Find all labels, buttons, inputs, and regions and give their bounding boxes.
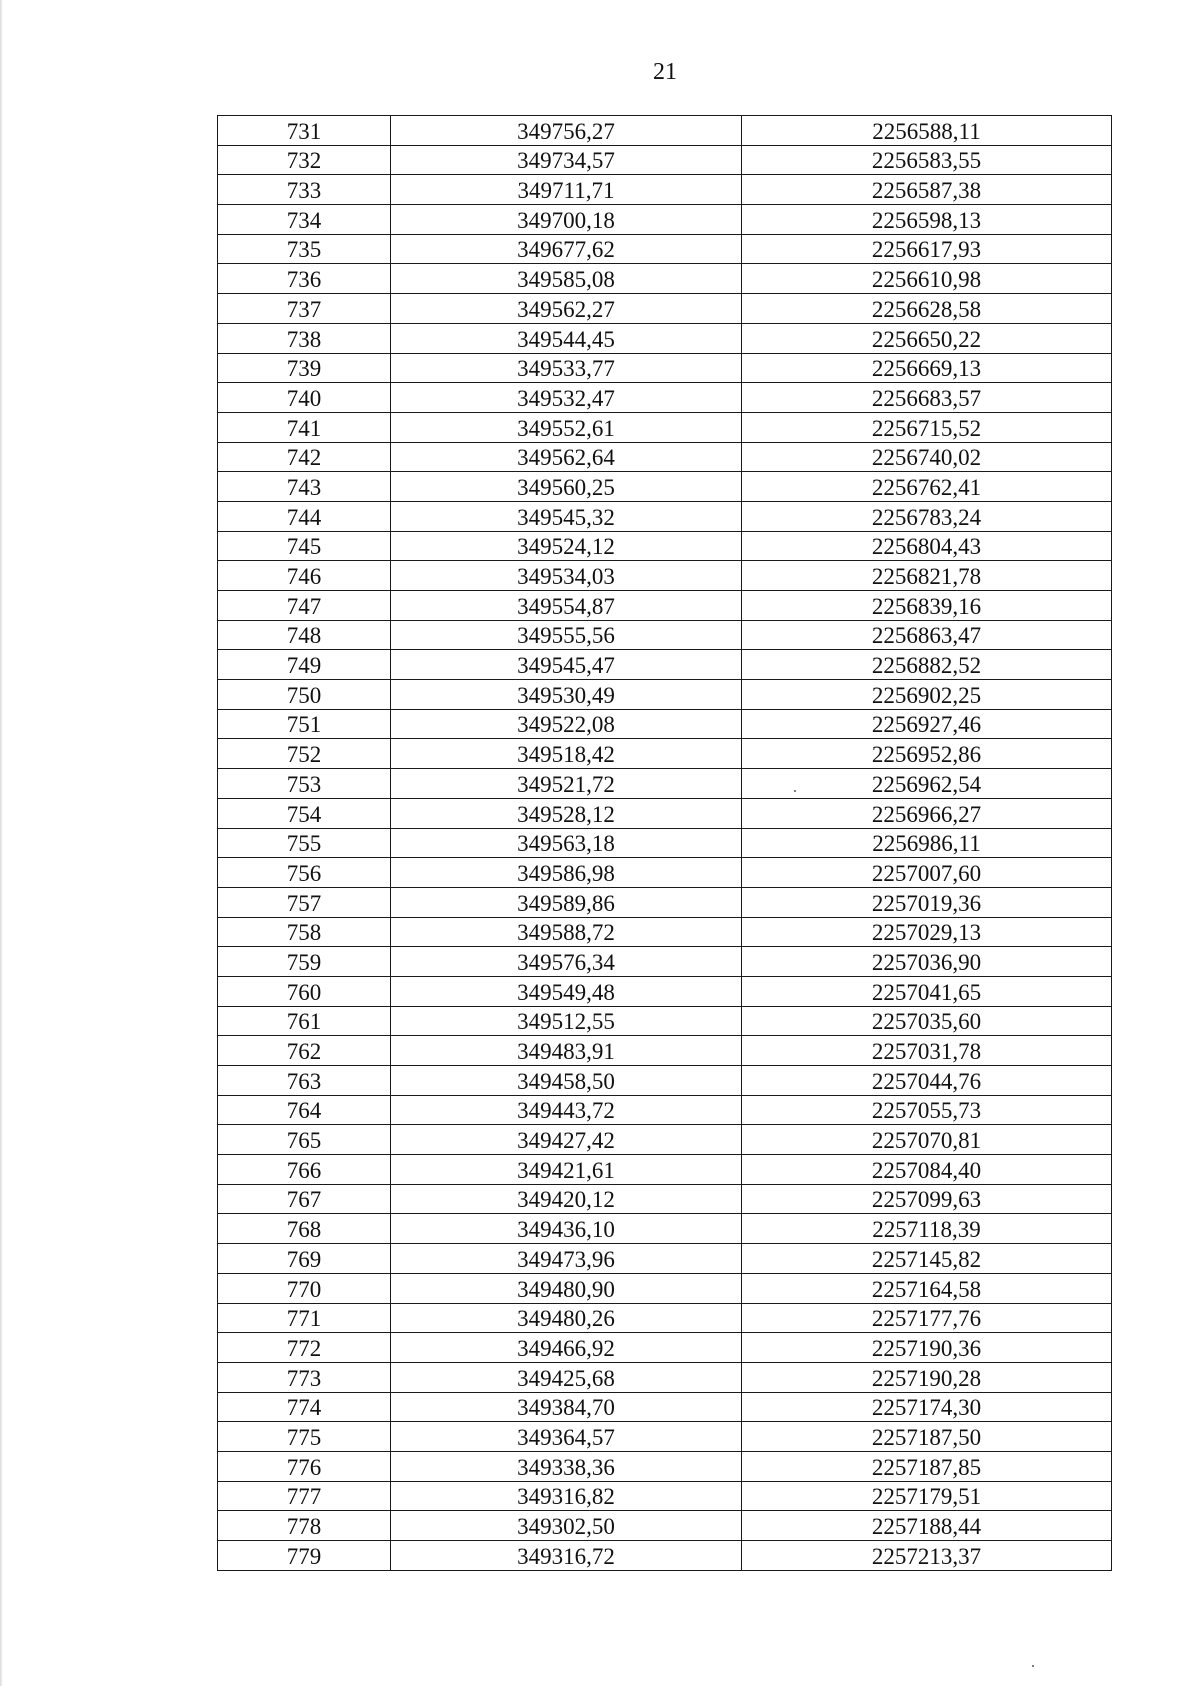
- point-number-cell: 731: [218, 116, 391, 146]
- x-coordinate-cell: 349586,98: [391, 858, 742, 888]
- x-coordinate-cell: 349563,18: [391, 828, 742, 858]
- x-coordinate-cell: 349421,61: [391, 1155, 742, 1185]
- point-number-cell: 770: [218, 1273, 391, 1303]
- table-row: [218, 531, 1112, 561]
- x-coordinate-cell: 349589,86: [391, 887, 742, 917]
- y-coordinate-cell: 2256628,58: [742, 294, 1112, 324]
- table-row: [218, 1036, 1112, 1066]
- table-row: [218, 145, 1112, 175]
- table-row: [218, 709, 1112, 739]
- point-number-cell: 756: [218, 858, 391, 888]
- y-coordinate-cell: 2257007,60: [742, 858, 1112, 888]
- point-number-cell: 734: [218, 205, 391, 235]
- x-coordinate-cell: 349545,47: [391, 650, 742, 680]
- x-coordinate-cell: 349364,57: [391, 1422, 742, 1452]
- y-coordinate-cell: 2256863,47: [742, 620, 1112, 650]
- point-number-cell: 732: [218, 145, 391, 175]
- point-number-cell: 773: [218, 1362, 391, 1392]
- table-row: [218, 116, 1112, 146]
- x-coordinate-cell: 349316,72: [391, 1541, 742, 1571]
- table-row: [218, 383, 1112, 413]
- y-coordinate-cell: 2257179,51: [742, 1481, 1112, 1511]
- x-coordinate-cell: 349480,26: [391, 1303, 742, 1333]
- y-coordinate-cell: 2257188,44: [742, 1511, 1112, 1541]
- point-number-cell: 777: [218, 1481, 391, 1511]
- point-number-cell: 768: [218, 1214, 391, 1244]
- point-number-cell: 757: [218, 887, 391, 917]
- point-number-cell: 771: [218, 1303, 391, 1333]
- y-coordinate-cell: 2257070,81: [742, 1125, 1112, 1155]
- y-coordinate-cell: 2256617,93: [742, 234, 1112, 264]
- table-row: [218, 947, 1112, 977]
- table-row: [218, 472, 1112, 502]
- table-row: [218, 501, 1112, 531]
- y-coordinate-cell: 2256927,46: [742, 709, 1112, 739]
- point-number-cell: 763: [218, 1066, 391, 1096]
- point-number-cell: 741: [218, 412, 391, 442]
- point-number-cell: 739: [218, 353, 391, 383]
- point-number-cell: 749: [218, 650, 391, 680]
- y-coordinate-cell: 2256821,78: [742, 561, 1112, 591]
- point-number-cell: 751: [218, 709, 391, 739]
- table-row: [218, 1184, 1112, 1214]
- point-number-cell: 735: [218, 234, 391, 264]
- y-coordinate-cell: 2257177,76: [742, 1303, 1112, 1333]
- x-coordinate-cell: 349512,55: [391, 1006, 742, 1036]
- table-row: [218, 976, 1112, 1006]
- y-coordinate-cell: 2257041,65: [742, 976, 1112, 1006]
- point-number-cell: 754: [218, 798, 391, 828]
- x-coordinate-cell: 349711,71: [391, 175, 742, 205]
- x-coordinate-cell: 349562,27: [391, 294, 742, 324]
- table-row: [218, 858, 1112, 888]
- x-coordinate-cell: 349532,47: [391, 383, 742, 413]
- point-number-cell: 759: [218, 947, 391, 977]
- y-coordinate-cell: 2257213,37: [742, 1541, 1112, 1571]
- table-row: [218, 1244, 1112, 1274]
- x-coordinate-cell: 349420,12: [391, 1184, 742, 1214]
- table-row: [218, 1066, 1112, 1096]
- table-row: [218, 175, 1112, 205]
- point-number-cell: 738: [218, 323, 391, 353]
- x-coordinate-cell: 349554,87: [391, 591, 742, 621]
- x-coordinate-cell: 349544,45: [391, 323, 742, 353]
- point-number-cell: 778: [218, 1511, 391, 1541]
- table-row: [218, 650, 1112, 680]
- y-coordinate-cell: 2257036,90: [742, 947, 1112, 977]
- point-number-cell: 745: [218, 531, 391, 561]
- table-row: [218, 1095, 1112, 1125]
- x-coordinate-cell: 349521,72: [391, 769, 742, 799]
- x-coordinate-cell: 349480,90: [391, 1273, 742, 1303]
- table-row: [218, 798, 1112, 828]
- table-row: [218, 769, 1112, 799]
- point-number-cell: 764: [218, 1095, 391, 1125]
- scan-speck: [1032, 1665, 1034, 1667]
- y-coordinate-cell: 2257174,30: [742, 1392, 1112, 1422]
- table-row: [218, 1362, 1112, 1392]
- point-number-cell: 743: [218, 472, 391, 502]
- point-number-cell: 742: [218, 442, 391, 472]
- y-coordinate-cell: 2257099,63: [742, 1184, 1112, 1214]
- table-row: [218, 353, 1112, 383]
- y-coordinate-cell: 2256650,22: [742, 323, 1112, 353]
- y-coordinate-cell: 2257187,50: [742, 1422, 1112, 1452]
- table-row: [218, 205, 1112, 235]
- table-row: [218, 1273, 1112, 1303]
- table-row: [218, 1511, 1112, 1541]
- table-row: [218, 620, 1112, 650]
- point-number-cell: 747: [218, 591, 391, 621]
- x-coordinate-cell: 349576,34: [391, 947, 742, 977]
- y-coordinate-cell: 2256966,27: [742, 798, 1112, 828]
- table-row: [218, 561, 1112, 591]
- point-number-cell: 766: [218, 1155, 391, 1185]
- y-coordinate-cell: 2257031,78: [742, 1036, 1112, 1066]
- coordinates-table-body: [218, 116, 1112, 1571]
- table-row: [218, 1125, 1112, 1155]
- x-coordinate-cell: 349756,27: [391, 116, 742, 146]
- table-row: [218, 323, 1112, 353]
- point-number-cell: 744: [218, 501, 391, 531]
- x-coordinate-cell: 349473,96: [391, 1244, 742, 1274]
- point-number-cell: 750: [218, 680, 391, 710]
- y-coordinate-cell: 2257145,82: [742, 1244, 1112, 1274]
- table-row: [218, 1006, 1112, 1036]
- y-coordinate-cell: 2256587,38: [742, 175, 1112, 205]
- point-number-cell: 775: [218, 1422, 391, 1452]
- x-coordinate-cell: 349483,91: [391, 1036, 742, 1066]
- x-coordinate-cell: 349534,03: [391, 561, 742, 591]
- x-coordinate-cell: 349522,08: [391, 709, 742, 739]
- y-coordinate-cell: 2256598,13: [742, 205, 1112, 235]
- point-number-cell: 760: [218, 976, 391, 1006]
- point-number-cell: 737: [218, 294, 391, 324]
- point-number-cell: 736: [218, 264, 391, 294]
- x-coordinate-cell: 349427,42: [391, 1125, 742, 1155]
- table-row: [218, 917, 1112, 947]
- table-row: [218, 1422, 1112, 1452]
- table-row: [218, 294, 1112, 324]
- table-row: [218, 591, 1112, 621]
- scan-speck: [794, 790, 796, 792]
- x-coordinate-cell: 349562,64: [391, 442, 742, 472]
- point-number-cell: 761: [218, 1006, 391, 1036]
- x-coordinate-cell: 349443,72: [391, 1095, 742, 1125]
- y-coordinate-cell: 2257019,36: [742, 887, 1112, 917]
- x-coordinate-cell: 349734,57: [391, 145, 742, 175]
- table-row: [218, 264, 1112, 294]
- x-coordinate-cell: 349466,92: [391, 1333, 742, 1363]
- point-number-cell: 765: [218, 1125, 391, 1155]
- table-row: [218, 1155, 1112, 1185]
- x-coordinate-cell: 349588,72: [391, 917, 742, 947]
- y-coordinate-cell: 2256740,02: [742, 442, 1112, 472]
- x-coordinate-cell: 349425,68: [391, 1362, 742, 1392]
- table-row: [218, 1214, 1112, 1244]
- table-row: [218, 887, 1112, 917]
- y-coordinate-cell: 2256882,52: [742, 650, 1112, 680]
- x-coordinate-cell: 349302,50: [391, 1511, 742, 1541]
- y-coordinate-cell: 2256902,25: [742, 680, 1112, 710]
- x-coordinate-cell: 349436,10: [391, 1214, 742, 1244]
- y-coordinate-cell: 2257055,73: [742, 1095, 1112, 1125]
- y-coordinate-cell: 2257190,28: [742, 1362, 1112, 1392]
- x-coordinate-cell: 349458,50: [391, 1066, 742, 1096]
- y-coordinate-cell: 2256683,57: [742, 383, 1112, 413]
- y-coordinate-cell: 2257118,39: [742, 1214, 1112, 1244]
- table-row: [218, 680, 1112, 710]
- y-coordinate-cell: 2257190,36: [742, 1333, 1112, 1363]
- y-coordinate-cell: 2256986,11: [742, 828, 1112, 858]
- coordinates-table: [217, 115, 1112, 1571]
- page-number: 21: [653, 59, 677, 85]
- y-coordinate-cell: 2256669,13: [742, 353, 1112, 383]
- y-coordinate-cell: 2257035,60: [742, 1006, 1112, 1036]
- x-coordinate-cell: 349585,08: [391, 264, 742, 294]
- table-row: [218, 1481, 1112, 1511]
- x-coordinate-cell: 349700,18: [391, 205, 742, 235]
- table-row: [218, 1541, 1112, 1571]
- x-coordinate-cell: 349518,42: [391, 739, 742, 769]
- y-coordinate-cell: 2257164,58: [742, 1273, 1112, 1303]
- x-coordinate-cell: 349552,61: [391, 412, 742, 442]
- point-number-cell: 746: [218, 561, 391, 591]
- x-coordinate-cell: 349545,32: [391, 501, 742, 531]
- table-row: [218, 1333, 1112, 1363]
- y-coordinate-cell: 2256783,24: [742, 501, 1112, 531]
- table-row: [218, 828, 1112, 858]
- table-row: [218, 739, 1112, 769]
- point-number-cell: 748: [218, 620, 391, 650]
- x-coordinate-cell: 349549,48: [391, 976, 742, 1006]
- y-coordinate-cell: 2256583,55: [742, 145, 1112, 175]
- point-number-cell: 762: [218, 1036, 391, 1066]
- point-number-cell: 753: [218, 769, 391, 799]
- point-number-cell: 752: [218, 739, 391, 769]
- point-number-cell: 758: [218, 917, 391, 947]
- y-coordinate-cell: 2256952,86: [742, 739, 1112, 769]
- point-number-cell: 776: [218, 1451, 391, 1481]
- y-coordinate-cell: 2256762,41: [742, 472, 1112, 502]
- point-number-cell: 733: [218, 175, 391, 205]
- point-number-cell: 772: [218, 1333, 391, 1363]
- page-left-edge: [0, 0, 3, 1686]
- x-coordinate-cell: 349555,56: [391, 620, 742, 650]
- y-coordinate-cell: 2256962,54: [742, 769, 1112, 799]
- x-coordinate-cell: 349338,36: [391, 1451, 742, 1481]
- point-number-cell: 769: [218, 1244, 391, 1274]
- y-coordinate-cell: 2256610,98: [742, 264, 1112, 294]
- table-row: [218, 442, 1112, 472]
- point-number-cell: 779: [218, 1541, 391, 1571]
- x-coordinate-cell: 349530,49: [391, 680, 742, 710]
- point-number-cell: 740: [218, 383, 391, 413]
- table-row: [218, 234, 1112, 264]
- x-coordinate-cell: 349384,70: [391, 1392, 742, 1422]
- y-coordinate-cell: 2256715,52: [742, 412, 1112, 442]
- x-coordinate-cell: 349524,12: [391, 531, 742, 561]
- table-row: [218, 1451, 1112, 1481]
- point-number-cell: 774: [218, 1392, 391, 1422]
- y-coordinate-cell: 2257084,40: [742, 1155, 1112, 1185]
- y-coordinate-cell: 2257044,76: [742, 1066, 1112, 1096]
- x-coordinate-cell: 349677,62: [391, 234, 742, 264]
- x-coordinate-cell: 349316,82: [391, 1481, 742, 1511]
- y-coordinate-cell: 2256588,11: [742, 116, 1112, 146]
- y-coordinate-cell: 2256839,16: [742, 591, 1112, 621]
- point-number-cell: 755: [218, 828, 391, 858]
- point-number-cell: 767: [218, 1184, 391, 1214]
- table-row: [218, 412, 1112, 442]
- table-row: [218, 1303, 1112, 1333]
- x-coordinate-cell: 349533,77: [391, 353, 742, 383]
- y-coordinate-cell: 2256804,43: [742, 531, 1112, 561]
- x-coordinate-cell: 349528,12: [391, 798, 742, 828]
- table-row: [218, 1392, 1112, 1422]
- y-coordinate-cell: 2257187,85: [742, 1451, 1112, 1481]
- y-coordinate-cell: 2257029,13: [742, 917, 1112, 947]
- x-coordinate-cell: 349560,25: [391, 472, 742, 502]
